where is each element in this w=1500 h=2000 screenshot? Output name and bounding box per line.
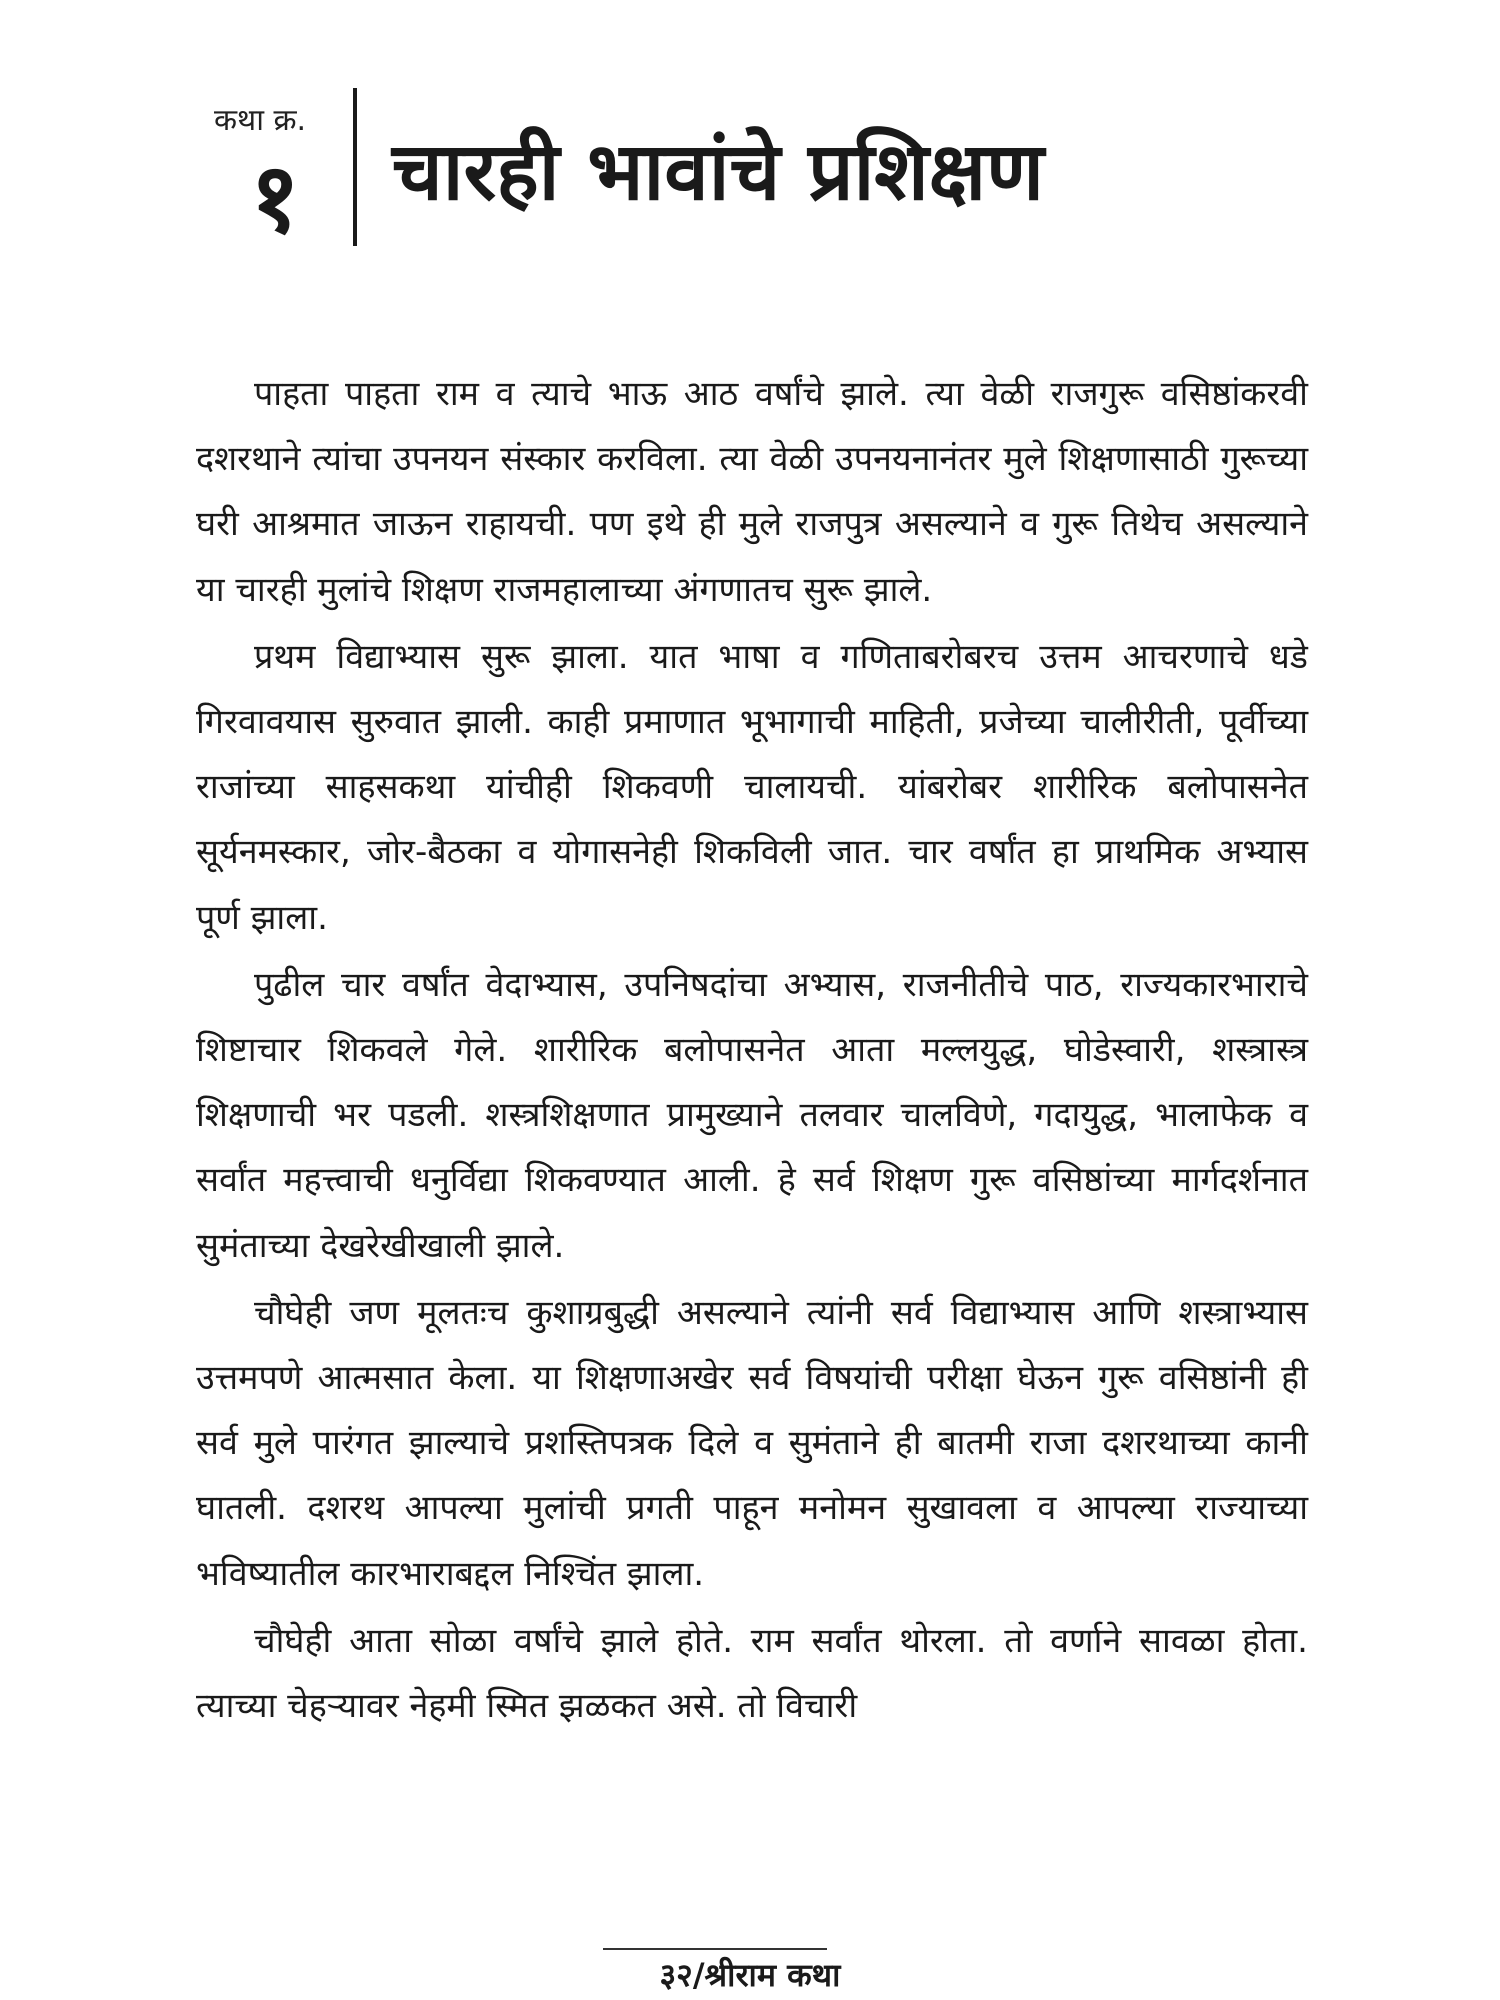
story-number: १ (250, 142, 300, 254)
paragraph: पाहता पाहता राम व त्याचे भाऊ आठ वर्षांचे झाले. त्या वेळी राजगुरू वसिष्ठांकरवी दशरथाने त्यांचा उपनयन संस्कार करविला. त्या वेळी उपनयनानंतर मुले शिक्षणासाठी गुरूच्या घरी आश्रमात जाऊन राहायची. पण इथे ही मुले राजपुत्र असल्याने व गुरू तिथेच असल्याने या चारही मुलांचे शिक्षण राजमहालाच्या अंगणातच सुरू झाले. (196, 374, 1308, 610)
page-footer: ३२/श्रीराम कथा (659, 1956, 841, 1994)
header-divider (353, 88, 357, 246)
footer-divider (603, 1948, 827, 1950)
paragraph: चौघेही जण मूलतःच कुशाग्रबुद्धी असल्याने त्यांनी सर्व विद्याभ्यास आणि शस्त्राभ्यास उत्तमपणे आत्मसात केला. या शिक्षणाअखेर सर्व विषयांची परीक्षा घेऊन गुरू वसिष्ठांनी ही सर्व मुले पारंगत झाल्याचे प्रशस्तिपत्रक दिले व सुमंताने ही बातमी राजा दशरथाच्या कानी घातली. दशरथ आपल्या मुलांची प्रगती पाहून मनोमन सुखावला व आपल्या राज्याच्या भविष्यातील कारभाराबद्दल निश्चिंत झाला. (196, 1292, 1308, 1594)
chapter-title: चारही भावांचे प्रशिक्षण (392, 125, 1044, 218)
story-body (196, 362, 1308, 1741)
chapter-header (210, 88, 1310, 258)
paragraph: प्रथम विद्याभ्यास सुरू झाला. यात भाषा व गणिताबरोबरच उत्तम आचरणाचे धडे गिरवावयास सुरुवात झाली. काही प्रमाणात भूभागाची माहिती, प्रजेच्या चालीरीती, पूर्वीच्या राजांच्या साहसकथा यांचीही शिकवणी चालायची. यांबरोबर शारीरिक बलोपासनेत सूर्यनमस्कार, जोर-बैठका व योगासनेही शिकविली जात. चार वर्षांत हा प्राथमिक अभ्यास पूर्ण झाला. (196, 636, 1308, 938)
story-number-label: कथा क्र. (214, 103, 307, 138)
paragraph: पुढील चार वर्षांत वेदाभ्यास, उपनिषदांचा अभ्यास, राजनीतीचे पाठ, राज्यकारभाराचे शिष्टाचार शिकवले गेले. शारीरिक बलोपासनेत आता मल्लयुद्ध, घोडेस्वारी, शस्त्रास्त्र शिक्षणाची भर पडली. शस्त्रशिक्षणात प्रामुख्याने तलवार चालविणे, गदायुद्ध, भालाफेक व सर्वांत महत्त्वाची धनुर्विद्या शिकवण्यात आली. हे सर्व शिक्षण गुरू वसिष्ठांच्या मार्गदर्शनात सुमंताच्या देखरेखीखाली झाले. (196, 964, 1308, 1266)
paragraph: चौघेही आता सोळा वर्षांचे झाले होते. राम सर्वांत थोरला. तो वर्णाने सावळा होता. त्याच्या चेहऱ्यावर नेहमी स्मित झळकत असे. तो विचारी (196, 1620, 1308, 1727)
